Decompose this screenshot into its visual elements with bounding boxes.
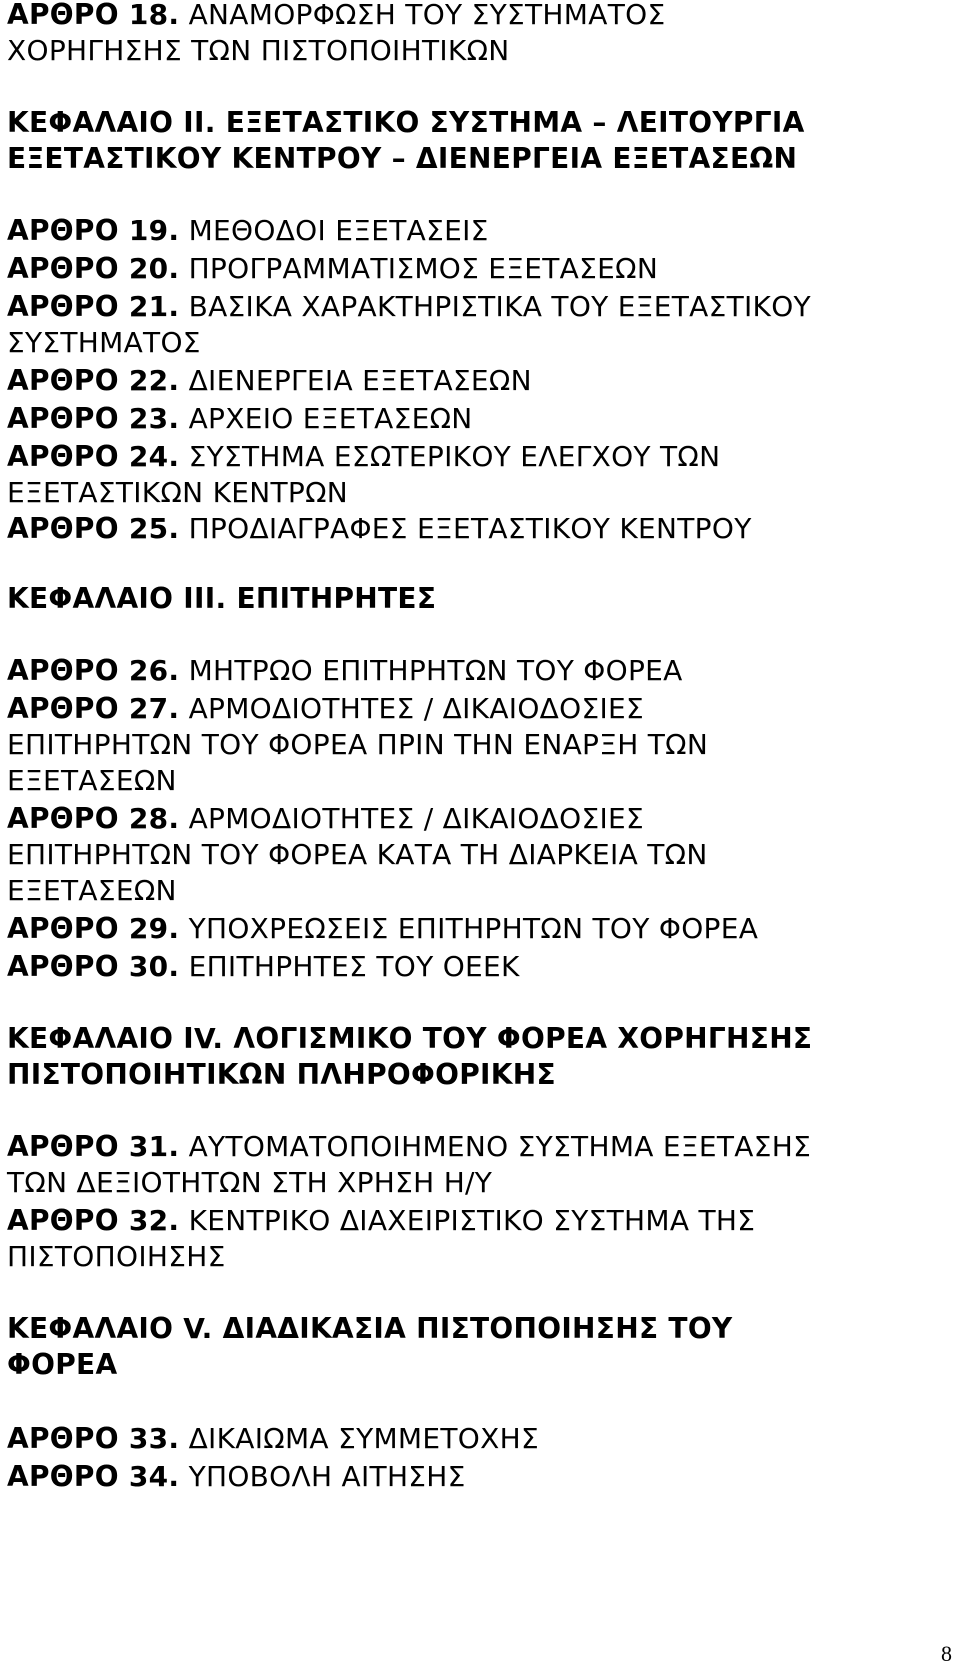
article-title: ΚΕΝΤΡΙΚΟ ΔΙΑΧΕΙΡΙΣΤΙΚΟ ΣΥΣΤΗΜΑ ΤΗΣ [188,1204,756,1237]
article-title: ΑΡΜΟΔΙΟΤΗΤΕΣ / ΔΙΚΑΙΟΔΟΣΙΕΣ [188,692,644,725]
article-title-continuation: ΤΩΝ ΔΕΞΙΟΤΗΤΩΝ ΣΤΗ ΧΡΗΣΗ Η/Υ [7,1166,493,1199]
article-title: ΑΡΧΕΙΟ ΕΞΕΤΑΣΕΩΝ [188,402,473,435]
article-title: ΥΠΟΧΡΕΩΣΕΙΣ ΕΠΙΤΗΡΗΤΩΝ ΤΟΥ ΦΟΡΕΑ [188,912,759,945]
article-entry [7,362,532,400]
article-entry [7,800,644,838]
article-title: ΔΙΚΑΙΩΜΑ ΣΥΜΜΕΤΟΧΗΣ [188,1422,539,1455]
chapter-heading [7,104,805,142]
chapter-heading [7,580,436,618]
article-title: ΜΗΤΡΩΟ ΕΠΙΤΗΡΗΤΩΝ ΤΟΥ ΦΟΡΕΑ [188,654,683,687]
article-number: ΑΡΘΡΟ 25. [7,512,180,545]
article-title-continuation: ΣΥΣΤΗΜΑΤΟΣ [7,326,201,359]
article-number: ΑΡΘΡΟ 32. [7,1204,180,1237]
article-entry [7,1128,811,1166]
article-number: ΑΡΘΡΟ 22. [7,364,180,397]
article-number: ΑΡΘΡΟ 31. [7,1130,180,1163]
article-title: ΜΕΘΟΔΟΙ ΕΞΕΤΑΣΕΙΣ [188,214,489,247]
article-entry [7,212,489,250]
article-number: ΑΡΘΡΟ 19. [7,214,180,247]
chapter-title-continuation: ΦΟΡΕΑ [7,1348,118,1381]
article-title: ΔΙΕΝΕΡΓΕΙΑ ΕΞΕΤΑΣΕΩΝ [188,364,532,397]
article-title: ΑΡΜΟΔΙΟΤΗΤΕΣ / ΔΙΚΑΙΟΔΟΣΙΕΣ [188,802,644,835]
article-title: ΒΑΣΙΚΑ ΧΑΡΑΚΤΗΡΙΣΤΙΚΑ ΤΟΥ ΕΞΕΤΑΣΤΙΚΟΥ [188,290,811,323]
article-title: ΥΠΟΒΟΛΗ ΑΙΤΗΣΗΣ [188,1460,466,1493]
article-entry [7,910,758,948]
article-entry [7,400,473,438]
article-title-continuation: ΕΠΙΤΗΡΗΤΩΝ ΤΟΥ ΦΟΡΕΑ ΠΡΙΝ ΤΗΝ ΕΝΑΡΞΗ ΤΩΝ [7,728,709,761]
article-number: ΑΡΘΡΟ 23. [7,402,180,435]
chapter-heading [7,1020,812,1058]
chapter-heading [7,1310,733,1348]
article-entry [7,1202,755,1240]
article-title: ΠΡΟΔΙΑΓΡΑΦΕΣ ΕΞΕΤΑΣΤΙΚΟΥ ΚΕΝΤΡΟΥ [188,512,752,545]
chapter-title: ΚΕΦΑΛΑΙΟ ΙΙΙ. ΕΠΙΤΗΡΗΤΕΣ [7,582,437,615]
article-title: ΠΡΟΓΡΑΜΜΑΤΙΣΜΟΣ ΕΞΕΤΑΣΕΩΝ [188,252,659,285]
article-entry [7,690,644,728]
article-number: ΑΡΘΡΟ 18. [7,0,180,31]
chapter-title-continuation: ΠΙΣΤΟΠΟΙΗΤΙΚΩΝ ΠΛΗΡΟΦΟΡΙΚΗΣ [7,1058,556,1091]
article-number: ΑΡΘΡΟ 26. [7,654,180,687]
chapter-title: ΚΕΦΑΛΑΙΟ ΙΙ. ΕΞΕΤΑΣΤΙΚΟ ΣΥΣΤΗΜΑ – ΛΕΙΤΟΥΡΓΙΑ [7,106,805,139]
chapter-title-continuation: ΕΞΕΤΑΣΤΙΚΟΥ ΚΕΝΤΡΟΥ – ΔΙΕΝΕΡΓΕΙΑ ΕΞΕΤΑΣΕΩΝ [7,142,798,175]
article-number: ΑΡΘΡΟ 29. [7,912,180,945]
article-number: ΑΡΘΡΟ 30. [7,950,180,983]
article-number: ΑΡΘΡΟ 33. [7,1422,180,1455]
article-number: ΑΡΘΡΟ 28. [7,802,180,835]
article-entry [7,288,811,326]
article-entry [7,948,520,986]
article-title-continuation: ΧΟΡΗΓΗΣΗΣ ΤΩΝ ΠΙΣΤΟΠΟΙΗΤΙΚΩΝ [7,34,510,67]
article-title-continuation: ΕΞΕΤΑΣΕΩΝ [7,764,177,797]
article-entry [7,1420,539,1458]
article-entry [7,652,683,690]
article-entry [7,1458,466,1496]
article-title: ΑΝΑΜΟΡΦΩΣΗ ΤΟΥ ΣΥΣΤΗΜΑΤΟΣ [188,0,666,31]
chapter-title: ΚΕΦΑΛΑΙΟ V. ΔΙΑΔΙΚΑΣΙΑ ΠΙΣΤΟΠΟΙΗΣΗΣ ΤΟΥ [7,1312,733,1345]
article-number: ΑΡΘΡΟ 27. [7,692,180,725]
article-entry [7,510,752,548]
article-entry [7,438,720,476]
article-title-continuation: ΕΞΕΤΑΣΤΙΚΩΝ ΚΕΝΤΡΩΝ [7,476,349,509]
page-number: 8 [941,1641,952,1666]
article-number: ΑΡΘΡΟ 20. [7,252,180,285]
article-title-continuation: ΕΠΙΤΗΡΗΤΩΝ ΤΟΥ ΦΟΡΕΑ ΚΑΤΑ ΤΗ ΔΙΑΡΚΕΙΑ ΤΩΝ [7,838,708,871]
article-number: ΑΡΘΡΟ 24. [7,440,180,473]
article-title: ΕΠΙΤΗΡΗΤΕΣ ΤΟΥ ΟΕΕΚ [188,950,520,983]
article-title: ΣΥΣΤΗΜΑ ΕΣΩΤΕΡΙΚΟΥ ΕΛΕΓΧΟΥ ΤΩΝ [188,440,721,473]
article-entry [7,250,658,288]
article-number: ΑΡΘΡΟ 34. [7,1460,180,1493]
chapter-title: ΚΕΦΑΛΑΙΟ ΙV. ΛΟΓΙΣΜΙΚΟ ΤΟΥ ΦΟΡΕΑ ΧΟΡΗΓΗΣΗΣ [7,1022,813,1055]
article-title-continuation: ΕΞΕΤΑΣΕΩΝ [7,874,177,907]
article-number: ΑΡΘΡΟ 21. [7,290,180,323]
article-title: ΑΥΤΟΜΑΤΟΠΟΙΗΜΕΝΟ ΣΥΣΤΗΜΑ ΕΞΕΤΑΣΗΣ [188,1130,812,1163]
article-entry [7,0,665,34]
article-title-continuation: ΠΙΣΤΟΠΟΙΗΣΗΣ [7,1240,226,1273]
